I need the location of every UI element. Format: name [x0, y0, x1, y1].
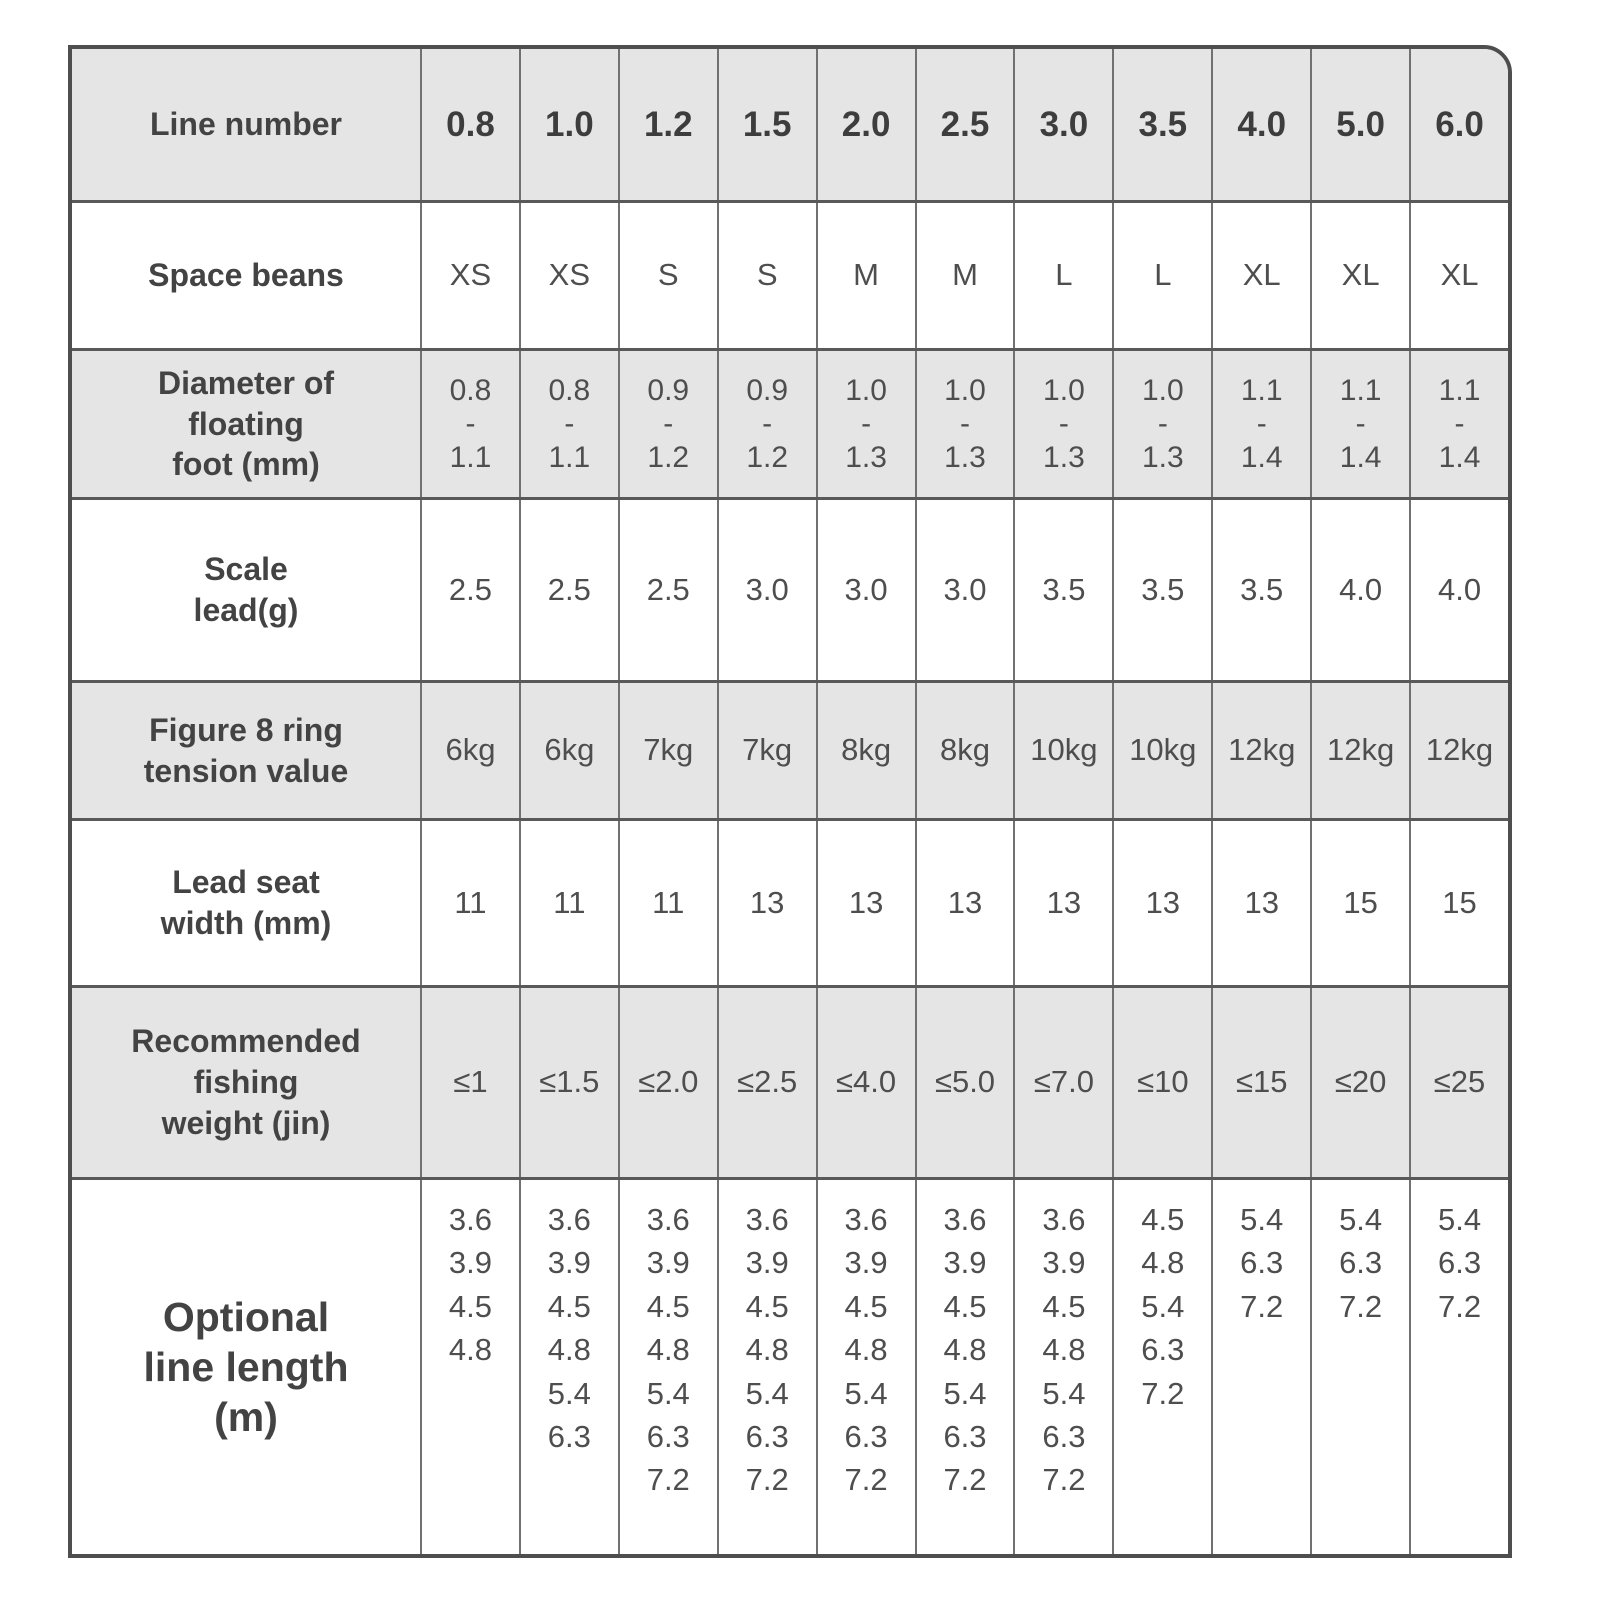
- table-cell: [717, 351, 816, 497]
- cell-value-line: 1.1: [449, 440, 492, 474]
- cell-value-line: 5.4: [745, 1375, 789, 1411]
- cell-value-line: 10kg: [1030, 732, 1098, 768]
- cell-value-line: 7kg: [643, 732, 694, 768]
- cell-value-line: 5.4: [943, 1375, 987, 1411]
- cell-value-line: 4.0: [1437, 571, 1482, 607]
- cell-value-line: -: [1058, 407, 1069, 441]
- table-cell: [618, 203, 717, 348]
- cell-value-line: 4.8: [844, 1332, 888, 1368]
- table-cell: [1211, 49, 1310, 200]
- cell-value-line: 3.5: [1240, 571, 1284, 607]
- cell-value-line: 4.8: [646, 1332, 690, 1368]
- table-cell: [915, 500, 1014, 680]
- table-cell: [816, 351, 915, 497]
- row-label: [72, 1180, 420, 1554]
- table-cell: [420, 49, 519, 200]
- table-cell: [1310, 1180, 1409, 1554]
- row-label-line: Lead seat: [172, 864, 320, 901]
- cell-value-line: 5.4: [646, 1375, 690, 1411]
- table-cell: [1112, 988, 1211, 1177]
- table-cell: [915, 49, 1014, 200]
- cell-value-line: 3.0: [745, 571, 789, 607]
- cell-value-line: ≤5.0: [934, 1064, 996, 1100]
- cell-value-line: 6.3: [1437, 1245, 1482, 1281]
- table-row-lead-seat-width-mm: [72, 818, 1508, 985]
- cell-value-line: XL: [1440, 257, 1479, 293]
- table-cell: [420, 203, 519, 348]
- cell-value-line: 6.0: [1435, 104, 1484, 144]
- table-cell: [420, 821, 519, 985]
- cell-value-line: 10kg: [1129, 732, 1197, 768]
- cell-value-line: 4.8: [943, 1332, 987, 1368]
- table-cell: [915, 351, 1014, 497]
- table-cell: [618, 351, 717, 497]
- table-cell: [618, 1180, 717, 1554]
- cell-value-line: -: [959, 407, 970, 441]
- cell-value-line: -: [663, 407, 674, 441]
- cell-value-line: 7.2: [646, 1462, 690, 1498]
- table-cell: [1013, 1180, 1112, 1554]
- cell-value-line: 4.5: [547, 1288, 591, 1324]
- table-cell: [1310, 500, 1409, 680]
- table-cell: [1409, 683, 1508, 818]
- table-cell: [1310, 351, 1409, 497]
- cell-value-line: 4.0: [1237, 104, 1287, 144]
- cell-value-line: -: [564, 407, 575, 441]
- cell-value-line: 3.0: [844, 571, 888, 607]
- cell-value-line: 7.2: [943, 1462, 987, 1498]
- cell-value-line: 4.5: [448, 1288, 492, 1324]
- cell-value-line: 1.4: [1339, 440, 1382, 474]
- cell-value-line: 1.2: [746, 440, 789, 474]
- row-label: [72, 203, 420, 348]
- cell-value-line: L: [1055, 257, 1073, 293]
- cell-value-line: ≤1.5: [539, 1064, 600, 1100]
- cell-value-line: 4.8: [547, 1332, 591, 1368]
- cell-value-line: S: [657, 257, 679, 293]
- cell-value-line: 7.2: [1042, 1462, 1086, 1498]
- table-cell: [519, 49, 618, 200]
- cell-value-line: 6.3: [844, 1418, 888, 1454]
- table-cell: [1112, 821, 1211, 985]
- cell-value-line: XS: [449, 257, 492, 293]
- cell-value-line: 7.2: [844, 1462, 888, 1498]
- cell-value-line: 6.3: [943, 1418, 987, 1454]
- cell-value-line: 6.3: [1141, 1332, 1185, 1368]
- cell-value-line: 0.9: [647, 373, 690, 407]
- cell-value-line: 3.9: [448, 1245, 492, 1281]
- cell-value-line: 4.5: [1141, 1202, 1185, 1237]
- cell-value-line: 6.3: [547, 1418, 591, 1454]
- cell-value-line: 1.3: [845, 440, 887, 474]
- cell-value-line: 8kg: [841, 732, 892, 768]
- row-label-line: fishing: [193, 1064, 299, 1101]
- cell-value-line: 6.3: [1339, 1245, 1383, 1281]
- cell-value-line: 12kg: [1327, 732, 1395, 768]
- table-cell: [816, 203, 915, 348]
- table-cell: [915, 821, 1014, 985]
- table-row-optional-line-length-m: [72, 1177, 1508, 1554]
- cell-value-line: 7.2: [1141, 1375, 1185, 1411]
- cell-value-line: 3.9: [943, 1245, 987, 1281]
- cell-value-line: L: [1154, 257, 1172, 293]
- row-label: [72, 683, 420, 818]
- table-cell: [1409, 988, 1508, 1177]
- cell-value-line: 11: [553, 884, 586, 920]
- table-cell: [915, 683, 1014, 818]
- cell-value-line: 3.9: [547, 1245, 591, 1281]
- cell-value-line: 5.4: [547, 1375, 591, 1411]
- table-row-line-number: [72, 49, 1508, 200]
- cell-value-line: -: [861, 407, 872, 441]
- row-label-line: Recommended: [131, 1023, 361, 1060]
- cell-value-line: 7kg: [742, 732, 793, 768]
- cell-value-line: -: [1157, 407, 1168, 441]
- cell-value-line: 3.6: [448, 1202, 492, 1237]
- row-label: [72, 821, 420, 985]
- table-cell: [1211, 1180, 1310, 1554]
- cell-value-line: 1.2: [647, 440, 690, 474]
- cell-value-line: 1.5: [742, 104, 792, 144]
- table-cell: [618, 683, 717, 818]
- table-cell: [519, 988, 618, 1177]
- row-label-line: Figure 8 ring: [149, 711, 343, 748]
- cell-value-line: 1.1: [548, 440, 591, 474]
- cell-value-line: ≤2.5: [737, 1064, 798, 1100]
- cell-value-line: 0.8: [548, 373, 591, 407]
- cell-value-line: 3.5: [1138, 104, 1188, 144]
- cell-value-line: 4.0: [1339, 571, 1383, 607]
- table-cell: [1409, 1180, 1508, 1554]
- cell-value-line: ≤4.0: [836, 1064, 897, 1100]
- table-cell: [717, 500, 816, 680]
- table-cell: [1112, 351, 1211, 497]
- cell-value-line: 1.3: [1141, 440, 1184, 474]
- table-cell: [915, 203, 1014, 348]
- cell-value-line: 4.8: [1141, 1245, 1185, 1281]
- table-cell: [618, 49, 717, 200]
- table-cell: [717, 1180, 816, 1554]
- table-cell: [519, 821, 618, 985]
- table-cell: [1013, 500, 1112, 680]
- table-cell: [1211, 500, 1310, 680]
- cell-value-line: 5.4: [1339, 1202, 1383, 1237]
- cell-value-line: 4.5: [1042, 1288, 1086, 1324]
- table-cell: [816, 49, 915, 200]
- row-label-line: Space beans: [148, 257, 344, 294]
- table-cell: [1013, 351, 1112, 497]
- table-cell: [1112, 683, 1211, 818]
- cell-value-line: 5.4: [1437, 1202, 1482, 1237]
- cell-value-line: 1.4: [1240, 440, 1283, 474]
- cell-value-line: -: [762, 407, 773, 441]
- cell-value-line: -: [1454, 407, 1465, 441]
- cell-value-line: ≤15: [1235, 1064, 1288, 1100]
- cell-value-line: 5.4: [844, 1375, 888, 1411]
- cell-value-line: M: [952, 257, 978, 293]
- cell-value-line: 5.4: [1042, 1375, 1086, 1411]
- cell-value-line: XS: [548, 257, 591, 293]
- cell-value-line: 3.0: [1039, 104, 1089, 144]
- table-cell: [1211, 821, 1310, 985]
- row-label-line: Optional: [162, 1293, 330, 1340]
- row-label-line: floating: [188, 405, 304, 442]
- cell-value-line: 4.8: [745, 1332, 789, 1368]
- cell-value-line: 12kg: [1425, 732, 1494, 768]
- table-cell: [1409, 500, 1508, 680]
- cell-value-line: 13: [947, 884, 983, 920]
- table-row-scale-lead-g: [72, 497, 1508, 680]
- row-label: [72, 351, 420, 497]
- table-cell: [618, 988, 717, 1177]
- cell-value-line: 13: [1145, 884, 1181, 920]
- cell-value-line: 7.2: [1437, 1288, 1482, 1324]
- cell-value-line: 4.5: [745, 1288, 789, 1324]
- cell-value-line: 2.5: [646, 571, 690, 607]
- row-label-line: Scale: [204, 551, 288, 588]
- table-cell: [618, 500, 717, 680]
- spec-table: [68, 45, 1512, 1558]
- table-cell: [1013, 49, 1112, 200]
- cell-value-line: 6.3: [646, 1418, 690, 1454]
- cell-value-line: -: [465, 407, 476, 441]
- cell-value-line: 4.8: [1042, 1332, 1086, 1368]
- table-row-space-beans: [72, 200, 1508, 348]
- table-cell: [1112, 203, 1211, 348]
- table-cell: [1013, 203, 1112, 348]
- table-cell: [519, 351, 618, 497]
- table-cell: [420, 988, 519, 1177]
- cell-value-line: ≤25: [1433, 1064, 1486, 1100]
- cell-value-line: 4.5: [844, 1288, 888, 1324]
- cell-value-line: 3.6: [943, 1202, 987, 1237]
- cell-value-line: 7.2: [1339, 1288, 1383, 1324]
- cell-value-line: 3.0: [943, 571, 987, 607]
- cell-value-line: 1.0: [1141, 373, 1184, 407]
- table-cell: [915, 988, 1014, 1177]
- cell-value-line: 3.6: [745, 1202, 789, 1237]
- cell-value-line: 13: [848, 884, 884, 920]
- row-label-line: weight (jin): [161, 1104, 331, 1141]
- cell-value-line: ≤2.0: [638, 1064, 699, 1100]
- cell-value-line: 1.1: [1438, 373, 1481, 407]
- row-label-line: Line number: [149, 106, 342, 143]
- cell-value-line: ≤7.0: [1033, 1064, 1094, 1100]
- cell-value-line: 5.4: [1141, 1288, 1185, 1324]
- cell-value-line: ≤1: [453, 1064, 488, 1100]
- cell-value-line: 3.6: [646, 1202, 690, 1237]
- cell-value-line: 3.9: [646, 1245, 690, 1281]
- table-cell: [717, 49, 816, 200]
- cell-value-line: 4.8: [448, 1332, 492, 1368]
- cell-value-line: 2.5: [448, 571, 492, 607]
- cell-value-line: 7.2: [745, 1462, 789, 1498]
- cell-value-line: 2.5: [940, 104, 990, 144]
- cell-value-line: 1.4: [1438, 440, 1481, 474]
- table-cell: [618, 821, 717, 985]
- cell-value-line: 0.9: [746, 373, 789, 407]
- table-cell: [1409, 49, 1508, 200]
- cell-value-line: 3.5: [1042, 571, 1086, 607]
- cell-value-line: 1.2: [643, 104, 693, 144]
- cell-value-line: -: [1355, 407, 1366, 441]
- cell-value-line: 4.5: [646, 1288, 690, 1324]
- table-cell: [1409, 821, 1508, 985]
- table-cell: [1310, 683, 1409, 818]
- table-cell: [1013, 821, 1112, 985]
- table-cell: [1211, 988, 1310, 1177]
- cell-value-line: 1.0: [1043, 373, 1085, 407]
- cell-value-line: 3.9: [745, 1245, 789, 1281]
- cell-value-line: 6.3: [745, 1418, 789, 1454]
- row-label-line: tension value: [143, 752, 349, 789]
- table-cell: [1310, 49, 1409, 200]
- cell-value-line: 6.3: [1042, 1418, 1086, 1454]
- cell-value-line: 7.2: [1240, 1288, 1284, 1324]
- table-cell: [420, 500, 519, 680]
- row-label-line: width (mm): [160, 905, 332, 941]
- table-cell: [1211, 351, 1310, 497]
- table-cell: [1211, 683, 1310, 818]
- cell-value-line: 6kg: [544, 732, 595, 768]
- cell-value-line: 2.0: [841, 104, 891, 144]
- cell-value-line: 1.3: [944, 440, 986, 474]
- cell-value-line: 11: [652, 884, 685, 920]
- table-cell: [420, 1180, 519, 1554]
- row-label: [72, 500, 420, 680]
- table-cell: [1112, 500, 1211, 680]
- table-cell: [915, 1180, 1014, 1554]
- row-label: [72, 49, 420, 200]
- cell-value-line: 6.3: [1240, 1245, 1284, 1281]
- row-label-line: lead(g): [193, 592, 299, 628]
- cell-value-line: ≤10: [1137, 1064, 1189, 1100]
- cell-value-line: 3.6: [844, 1202, 888, 1237]
- cell-value-line: 6kg: [445, 732, 496, 768]
- cell-value-line: 8kg: [940, 732, 990, 768]
- table-cell: [717, 683, 816, 818]
- row-label-line: foot (mm): [172, 446, 320, 483]
- cell-value-line: 3.5: [1141, 571, 1185, 607]
- cell-value-line: 1.3: [1043, 440, 1085, 474]
- cell-value-line: ≤20: [1334, 1064, 1387, 1100]
- cell-value-line: 1.1: [1240, 373, 1283, 407]
- cell-value-line: 0.8: [446, 104, 495, 144]
- table-cell: [519, 500, 618, 680]
- table-cell: [420, 683, 519, 818]
- cell-value-line: 3.9: [844, 1245, 888, 1281]
- cell-value-line: XL: [1242, 257, 1281, 293]
- cell-value-line: S: [756, 257, 778, 293]
- table-cell: [519, 683, 618, 818]
- table-cell: [816, 988, 915, 1177]
- cell-value-line: 5.4: [1240, 1202, 1284, 1237]
- cell-value-line: 1.1: [1339, 373, 1382, 407]
- cell-value-line: 11: [454, 884, 487, 920]
- cell-value-line: 13: [1046, 884, 1082, 920]
- table-cell: [816, 500, 915, 680]
- cell-value-line: 15: [1442, 884, 1477, 920]
- table-row-figure-8-ring-tension-value: [72, 680, 1508, 818]
- table-cell: [1409, 203, 1508, 348]
- table-cell: [519, 1180, 618, 1554]
- cell-value-line: 3.6: [547, 1202, 591, 1237]
- cell-value-line: XL: [1341, 257, 1380, 293]
- table-cell: [1112, 49, 1211, 200]
- table-cell: [1310, 988, 1409, 1177]
- table-cell: [816, 821, 915, 985]
- table-cell: [420, 351, 519, 497]
- table-cell: [519, 203, 618, 348]
- table-cell: [1013, 988, 1112, 1177]
- row-label: [72, 988, 420, 1177]
- cell-value-line: 3.9: [1042, 1245, 1086, 1281]
- table-cell: [816, 683, 915, 818]
- cell-value-line: 5.0: [1336, 104, 1385, 144]
- cell-value-line: 3.6: [1042, 1202, 1086, 1237]
- cell-value-line: 12kg: [1228, 732, 1296, 768]
- row-label-line: Diameter of: [157, 364, 335, 401]
- cell-value-line: 2.5: [547, 571, 591, 607]
- cell-value-line: 15: [1343, 884, 1378, 920]
- table-cell: [1112, 1180, 1211, 1554]
- table-row-diameter-of-floating-foot-mm: [72, 348, 1508, 497]
- table-cell: [1310, 203, 1409, 348]
- cell-value-line: 1.0: [944, 373, 986, 407]
- cell-value-line: 13: [749, 884, 785, 920]
- table-cell: [717, 988, 816, 1177]
- cell-value-line: -: [1256, 407, 1267, 441]
- cell-value-line: 1.0: [545, 104, 594, 144]
- table-cell: [1211, 203, 1310, 348]
- row-label-line: line length: [143, 1343, 349, 1390]
- row-label-line: (m): [214, 1394, 278, 1440]
- cell-value-line: 4.5: [943, 1288, 987, 1324]
- table-cell: [1013, 683, 1112, 818]
- table-cell: [717, 203, 816, 348]
- cell-value-line: 13: [1244, 884, 1279, 920]
- table-cell: [1409, 351, 1508, 497]
- table-cell: [816, 1180, 915, 1554]
- cell-value-line: M: [853, 257, 879, 293]
- cell-value-line: 0.8: [449, 373, 492, 407]
- table-cell: [717, 821, 816, 985]
- cell-value-line: 1.0: [845, 373, 887, 407]
- table-row-recommended-fishing-weight-jin: [72, 985, 1508, 1177]
- table-cell: [1310, 821, 1409, 985]
